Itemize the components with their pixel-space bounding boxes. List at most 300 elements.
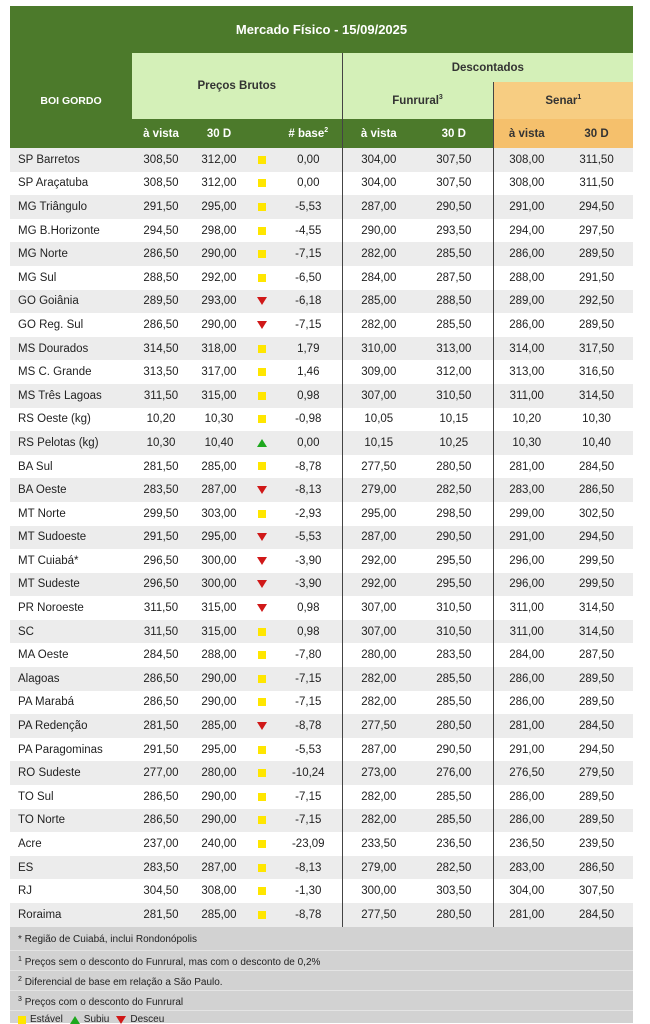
price-30d: 290,00 bbox=[190, 691, 248, 715]
base-diff: 0,00 bbox=[275, 431, 342, 455]
base-diff: -7,15 bbox=[275, 313, 342, 337]
funrural-30d: 290,50 bbox=[415, 195, 493, 219]
page-title: Mercado Físico - 15/09/2025 bbox=[10, 6, 633, 53]
senar-a-vista: 281,00 bbox=[493, 903, 560, 927]
footnotes bbox=[10, 927, 633, 1023]
trend-indicator bbox=[248, 879, 275, 903]
senar-a-vista: 313,00 bbox=[493, 360, 560, 384]
price-30d: 308,00 bbox=[190, 879, 248, 903]
senar-a-vista: 311,00 bbox=[493, 384, 560, 408]
table-row bbox=[10, 691, 633, 715]
trend-indicator bbox=[248, 596, 275, 620]
col-funrural-a-vista: à vista bbox=[342, 119, 415, 148]
base-diff: -7,15 bbox=[275, 785, 342, 809]
trend-indicator bbox=[248, 313, 275, 337]
region-name: MT Cuiabá* bbox=[10, 549, 132, 573]
price-30d: 315,00 bbox=[190, 620, 248, 644]
price-a-vista: 314,50 bbox=[132, 337, 190, 361]
price-table bbox=[10, 53, 633, 927]
table-row bbox=[10, 172, 633, 196]
price-30d: 288,00 bbox=[190, 643, 248, 667]
price-30d: 290,00 bbox=[190, 785, 248, 809]
down-triangle-icon bbox=[257, 533, 267, 541]
table-row bbox=[10, 384, 633, 408]
funrural-header: Funrural$^3$ bbox=[342, 82, 493, 119]
down-triangle-icon bbox=[257, 321, 267, 329]
senar-a-vista: 308,00 bbox=[493, 148, 560, 172]
price-30d: 290,00 bbox=[190, 667, 248, 691]
funrural-a-vista: 282,00 bbox=[342, 691, 415, 715]
senar-a-vista: 289,00 bbox=[493, 290, 560, 314]
table-row bbox=[10, 148, 633, 172]
base-diff: -8,78 bbox=[275, 903, 342, 927]
price-a-vista: 291,50 bbox=[132, 526, 190, 550]
legend-stable: Estável bbox=[18, 1012, 63, 1024]
senar-a-vista: 288,00 bbox=[493, 266, 560, 290]
down-triangle-icon bbox=[257, 722, 267, 730]
price-a-vista: 291,50 bbox=[132, 195, 190, 219]
funrural-a-vista: 292,00 bbox=[342, 573, 415, 597]
senar-a-vista: 304,00 bbox=[493, 879, 560, 903]
funrural-a-vista: 282,00 bbox=[342, 809, 415, 833]
stable-square-icon bbox=[258, 746, 266, 754]
region-name: RJ bbox=[10, 879, 132, 903]
base-diff: -7,15 bbox=[275, 691, 342, 715]
base-diff: -0,98 bbox=[275, 408, 342, 432]
price-a-vista: 286,50 bbox=[132, 785, 190, 809]
senar-30d: 289,50 bbox=[560, 785, 633, 809]
price-a-vista: 277,00 bbox=[132, 761, 190, 785]
funrural-30d: 307,50 bbox=[415, 172, 493, 196]
funrural-a-vista: 295,00 bbox=[342, 502, 415, 526]
base-diff: -2,93 bbox=[275, 502, 342, 526]
price-30d: 287,00 bbox=[190, 478, 248, 502]
funrural-30d: 288,50 bbox=[415, 290, 493, 314]
senar-a-vista: 291,00 bbox=[493, 195, 560, 219]
trend-indicator bbox=[248, 809, 275, 833]
senar-30d: 299,50 bbox=[560, 549, 633, 573]
stable-square-icon bbox=[258, 911, 266, 919]
trend-indicator bbox=[248, 148, 275, 172]
funrural-30d: 313,00 bbox=[415, 337, 493, 361]
table-row bbox=[10, 620, 633, 644]
funrural-a-vista: 287,00 bbox=[342, 195, 415, 219]
col-senar-a-vista: à vista bbox=[493, 119, 560, 148]
note-3: $^3$ Preços com o desconto do Funrural bbox=[10, 991, 633, 1011]
region-name: BA Sul bbox=[10, 455, 132, 479]
down-triangle-icon bbox=[257, 557, 267, 565]
price-a-vista: 281,50 bbox=[132, 714, 190, 738]
senar-30d: 239,50 bbox=[560, 832, 633, 856]
senar-a-vista: 286,00 bbox=[493, 691, 560, 715]
price-a-vista: 237,00 bbox=[132, 832, 190, 856]
down-triangle-icon bbox=[257, 580, 267, 588]
note-1: $^1$ Preços sem o desconto do Funrural, mas com o desconto de 0,2% bbox=[10, 951, 633, 971]
base-diff: -5,53 bbox=[275, 526, 342, 550]
base-diff: -8,13 bbox=[275, 478, 342, 502]
funrural-a-vista: 300,00 bbox=[342, 879, 415, 903]
funrural-30d: 312,00 bbox=[415, 360, 493, 384]
price-a-vista: 281,50 bbox=[132, 455, 190, 479]
price-30d: 300,00 bbox=[190, 573, 248, 597]
funrural-30d: 280,50 bbox=[415, 714, 493, 738]
region-name: MG Triângulo bbox=[10, 195, 132, 219]
base-diff: -8,78 bbox=[275, 455, 342, 479]
funrural-30d: 285,50 bbox=[415, 809, 493, 833]
region-name: PA Marabá bbox=[10, 691, 132, 715]
price-30d: 285,00 bbox=[190, 714, 248, 738]
stable-square-icon bbox=[258, 864, 266, 872]
funrural-a-vista: 292,00 bbox=[342, 549, 415, 573]
senar-30d: 294,50 bbox=[560, 195, 633, 219]
price-a-vista: 311,50 bbox=[132, 620, 190, 644]
price-30d: 303,00 bbox=[190, 502, 248, 526]
funrural-30d: 290,50 bbox=[415, 738, 493, 762]
price-30d: 287,00 bbox=[190, 856, 248, 880]
funrural-30d: 285,50 bbox=[415, 313, 493, 337]
funrural-a-vista: 282,00 bbox=[342, 242, 415, 266]
price-a-vista: 296,50 bbox=[132, 573, 190, 597]
stable-square-icon bbox=[258, 227, 266, 235]
funrural-30d: 280,50 bbox=[415, 455, 493, 479]
funrural-a-vista: 282,00 bbox=[342, 667, 415, 691]
funrural-a-vista: 307,00 bbox=[342, 384, 415, 408]
stable-square-icon bbox=[258, 345, 266, 353]
senar-a-vista: 281,00 bbox=[493, 455, 560, 479]
table-row bbox=[10, 526, 633, 550]
price-30d: 317,00 bbox=[190, 360, 248, 384]
price-a-vista: 308,50 bbox=[132, 148, 190, 172]
price-30d: 318,00 bbox=[190, 337, 248, 361]
senar-a-vista: 10,30 bbox=[493, 431, 560, 455]
base-diff: -6,50 bbox=[275, 266, 342, 290]
table-row bbox=[10, 266, 633, 290]
price-a-vista: 311,50 bbox=[132, 384, 190, 408]
stable-square-icon bbox=[258, 840, 266, 848]
price-30d: 295,00 bbox=[190, 526, 248, 550]
precos-brutos-header: Preços Brutos bbox=[132, 53, 342, 119]
senar-a-vista: 281,00 bbox=[493, 714, 560, 738]
funrural-30d: 298,50 bbox=[415, 502, 493, 526]
table-row bbox=[10, 360, 633, 384]
price-30d: 312,00 bbox=[190, 172, 248, 196]
funrural-a-vista: 287,00 bbox=[342, 526, 415, 550]
region-name: PA Paragominas bbox=[10, 738, 132, 762]
market-panel bbox=[10, 6, 633, 1024]
price-30d: 300,00 bbox=[190, 549, 248, 573]
table-row bbox=[10, 478, 633, 502]
price-a-vista: 289,50 bbox=[132, 290, 190, 314]
senar-30d: 302,50 bbox=[560, 502, 633, 526]
senar-30d: 289,50 bbox=[560, 809, 633, 833]
trend-indicator bbox=[248, 266, 275, 290]
price-a-vista: 286,50 bbox=[132, 809, 190, 833]
region-name: Alagoas bbox=[10, 667, 132, 691]
funrural-a-vista: 233,50 bbox=[342, 832, 415, 856]
table-row bbox=[10, 549, 633, 573]
senar-30d: 314,50 bbox=[560, 596, 633, 620]
region-name: Acre bbox=[10, 832, 132, 856]
price-a-vista: 294,50 bbox=[132, 219, 190, 243]
col-indicator bbox=[248, 119, 275, 148]
price-a-vista: 286,50 bbox=[132, 691, 190, 715]
senar-a-vista: 10,20 bbox=[493, 408, 560, 432]
price-a-vista: 291,50 bbox=[132, 738, 190, 762]
price-30d: 285,00 bbox=[190, 903, 248, 927]
senar-30d: 286,50 bbox=[560, 478, 633, 502]
stable-square-icon bbox=[258, 769, 266, 777]
trend-indicator bbox=[248, 903, 275, 927]
trend-indicator bbox=[248, 738, 275, 762]
stable-square-icon bbox=[258, 203, 266, 211]
table-row bbox=[10, 290, 633, 314]
funrural-30d: 236,50 bbox=[415, 832, 493, 856]
senar-a-vista: 286,00 bbox=[493, 809, 560, 833]
funrural-30d: 282,50 bbox=[415, 478, 493, 502]
base-diff: 0,00 bbox=[275, 148, 342, 172]
senar-30d: 317,50 bbox=[560, 337, 633, 361]
table-row bbox=[10, 337, 633, 361]
trend-indicator bbox=[248, 714, 275, 738]
senar-30d: 284,50 bbox=[560, 714, 633, 738]
base-diff: -3,90 bbox=[275, 549, 342, 573]
price-30d: 290,00 bbox=[190, 809, 248, 833]
trend-indicator bbox=[248, 549, 275, 573]
trend-indicator bbox=[248, 691, 275, 715]
trend-indicator bbox=[248, 242, 275, 266]
senar-a-vista: 286,00 bbox=[493, 313, 560, 337]
base-diff: 0,98 bbox=[275, 596, 342, 620]
price-30d: 290,00 bbox=[190, 242, 248, 266]
stable-square-icon bbox=[258, 392, 266, 400]
price-30d: 10,40 bbox=[190, 431, 248, 455]
base-diff: -8,78 bbox=[275, 714, 342, 738]
senar-30d: 314,50 bbox=[560, 620, 633, 644]
trend-indicator bbox=[248, 384, 275, 408]
trend-indicator bbox=[248, 455, 275, 479]
table-row bbox=[10, 596, 633, 620]
price-30d: 292,00 bbox=[190, 266, 248, 290]
trend-indicator bbox=[248, 785, 275, 809]
table-row bbox=[10, 219, 633, 243]
table-row bbox=[10, 738, 633, 762]
price-30d: 312,00 bbox=[190, 148, 248, 172]
table-row bbox=[10, 242, 633, 266]
trend-indicator bbox=[248, 337, 275, 361]
funrural-a-vista: 285,00 bbox=[342, 290, 415, 314]
funrural-30d: 310,50 bbox=[415, 620, 493, 644]
trend-indicator bbox=[248, 856, 275, 880]
stable-square-icon bbox=[18, 1016, 26, 1024]
senar-30d: 294,50 bbox=[560, 526, 633, 550]
senar-a-vista: 296,00 bbox=[493, 573, 560, 597]
table-row bbox=[10, 408, 633, 432]
base-diff: 0,98 bbox=[275, 620, 342, 644]
base-diff: 0,00 bbox=[275, 172, 342, 196]
table-row bbox=[10, 761, 633, 785]
region-name: TO Sul bbox=[10, 785, 132, 809]
funrural-30d: 282,50 bbox=[415, 856, 493, 880]
table-row bbox=[10, 502, 633, 526]
trend-indicator bbox=[248, 219, 275, 243]
region-name: MS Três Lagoas bbox=[10, 384, 132, 408]
trend-indicator bbox=[248, 360, 275, 384]
col-base: # base$^2$ bbox=[275, 119, 342, 148]
col-a-vista: à vista bbox=[132, 119, 190, 148]
price-a-vista: 308,50 bbox=[132, 172, 190, 196]
trend-indicator bbox=[248, 290, 275, 314]
note-2: $^2$ Diferencial de base em relação a São Paulo. bbox=[10, 971, 633, 991]
price-a-vista: 10,30 bbox=[132, 431, 190, 455]
trend-indicator bbox=[248, 526, 275, 550]
funrural-30d: 276,00 bbox=[415, 761, 493, 785]
price-a-vista: 304,50 bbox=[132, 879, 190, 903]
funrural-30d: 310,50 bbox=[415, 384, 493, 408]
region-name: RO Sudeste bbox=[10, 761, 132, 785]
funrural-a-vista: 273,00 bbox=[342, 761, 415, 785]
price-30d: 298,00 bbox=[190, 219, 248, 243]
funrural-a-vista: 290,00 bbox=[342, 219, 415, 243]
senar-30d: 307,50 bbox=[560, 879, 633, 903]
funrural-30d: 285,50 bbox=[415, 242, 493, 266]
table-row bbox=[10, 573, 633, 597]
table-row bbox=[10, 455, 633, 479]
senar-30d: 289,50 bbox=[560, 691, 633, 715]
stable-square-icon bbox=[258, 462, 266, 470]
senar-30d: 311,50 bbox=[560, 172, 633, 196]
senar-30d: 284,50 bbox=[560, 455, 633, 479]
senar-30d: 279,50 bbox=[560, 761, 633, 785]
funrural-30d: 285,50 bbox=[415, 691, 493, 715]
trend-indicator bbox=[248, 408, 275, 432]
senar-a-vista: 299,00 bbox=[493, 502, 560, 526]
region-name: PA Redenção bbox=[10, 714, 132, 738]
trend-indicator bbox=[248, 761, 275, 785]
trend-indicator bbox=[248, 172, 275, 196]
table-row bbox=[10, 431, 633, 455]
region-name: SC bbox=[10, 620, 132, 644]
funrural-a-vista: 310,00 bbox=[342, 337, 415, 361]
legend-up: Subiu bbox=[70, 1012, 110, 1024]
senar-30d: 289,50 bbox=[560, 667, 633, 691]
funrural-a-vista: 307,00 bbox=[342, 596, 415, 620]
price-a-vista: 284,50 bbox=[132, 643, 190, 667]
down-triangle-icon bbox=[257, 604, 267, 612]
region-name: MA Oeste bbox=[10, 643, 132, 667]
stable-square-icon bbox=[258, 415, 266, 423]
stable-square-icon bbox=[258, 274, 266, 282]
senar-30d: 284,50 bbox=[560, 903, 633, 927]
stable-square-icon bbox=[258, 250, 266, 258]
base-diff: -10,24 bbox=[275, 761, 342, 785]
trend-indicator bbox=[248, 478, 275, 502]
region-name: PR Noroeste bbox=[10, 596, 132, 620]
funrural-30d: 10,15 bbox=[415, 408, 493, 432]
price-30d: 295,00 bbox=[190, 738, 248, 762]
senar-30d: 316,50 bbox=[560, 360, 633, 384]
base-diff: 0,98 bbox=[275, 384, 342, 408]
base-diff: -7,15 bbox=[275, 242, 342, 266]
stable-square-icon bbox=[258, 510, 266, 518]
funrural-a-vista: 277,50 bbox=[342, 455, 415, 479]
region-name: MG Sul bbox=[10, 266, 132, 290]
senar-30d: 10,30 bbox=[560, 408, 633, 432]
funrural-30d: 295,50 bbox=[415, 573, 493, 597]
region-name: MT Norte bbox=[10, 502, 132, 526]
region-name: SP Barretos bbox=[10, 148, 132, 172]
col-30d: 30 D bbox=[190, 119, 248, 148]
senar-30d: 294,50 bbox=[560, 738, 633, 762]
region-name: SP Araçatuba bbox=[10, 172, 132, 196]
price-a-vista: 296,50 bbox=[132, 549, 190, 573]
base-diff: -5,53 bbox=[275, 738, 342, 762]
senar-a-vista: 283,00 bbox=[493, 478, 560, 502]
table-row bbox=[10, 903, 633, 927]
stable-square-icon bbox=[258, 816, 266, 824]
price-30d: 240,00 bbox=[190, 832, 248, 856]
base-diff: -8,13 bbox=[275, 856, 342, 880]
base-diff: -7,15 bbox=[275, 667, 342, 691]
base-diff: -6,18 bbox=[275, 290, 342, 314]
table-row bbox=[10, 879, 633, 903]
price-a-vista: 283,50 bbox=[132, 478, 190, 502]
funrural-a-vista: 279,00 bbox=[342, 478, 415, 502]
region-name: GO Goiânia bbox=[10, 290, 132, 314]
funrural-a-vista: 10,15 bbox=[342, 431, 415, 455]
trend-indicator bbox=[248, 643, 275, 667]
down-triangle-icon bbox=[257, 297, 267, 305]
table-row bbox=[10, 643, 633, 667]
col-senar-30d: 30 D bbox=[560, 119, 633, 148]
descontados-header: Descontados bbox=[342, 53, 633, 82]
senar-30d: 311,50 bbox=[560, 148, 633, 172]
region-name: TO Norte bbox=[10, 809, 132, 833]
senar-30d: 286,50 bbox=[560, 856, 633, 880]
region-name: MG Norte bbox=[10, 242, 132, 266]
funrural-a-vista: 284,00 bbox=[342, 266, 415, 290]
up-triangle-icon bbox=[70, 1016, 80, 1024]
senar-a-vista: 291,00 bbox=[493, 738, 560, 762]
base-diff: -4,55 bbox=[275, 219, 342, 243]
funrural-30d: 283,50 bbox=[415, 643, 493, 667]
funrural-a-vista: 282,00 bbox=[342, 313, 415, 337]
region-name: ES bbox=[10, 856, 132, 880]
price-a-vista: 286,50 bbox=[132, 242, 190, 266]
senar-a-vista: 283,00 bbox=[493, 856, 560, 880]
price-30d: 315,00 bbox=[190, 596, 248, 620]
senar-header: Senar$^1$ bbox=[493, 82, 633, 119]
down-triangle-icon bbox=[116, 1016, 126, 1024]
stable-square-icon bbox=[258, 698, 266, 706]
senar-30d: 289,50 bbox=[560, 313, 633, 337]
price-a-vista: 311,50 bbox=[132, 596, 190, 620]
base-diff: -7,80 bbox=[275, 643, 342, 667]
region-name: MS Dourados bbox=[10, 337, 132, 361]
funrural-a-vista: 280,00 bbox=[342, 643, 415, 667]
base-diff: 1,46 bbox=[275, 360, 342, 384]
senar-30d: 299,50 bbox=[560, 573, 633, 597]
up-triangle-icon bbox=[257, 439, 267, 447]
boi-gordo-header: BOI GORDO bbox=[10, 53, 132, 148]
funrural-30d: 293,50 bbox=[415, 219, 493, 243]
funrural-30d: 287,50 bbox=[415, 266, 493, 290]
funrural-a-vista: 279,00 bbox=[342, 856, 415, 880]
down-triangle-icon bbox=[257, 486, 267, 494]
trend-indicator bbox=[248, 573, 275, 597]
funrural-30d: 295,50 bbox=[415, 549, 493, 573]
senar-a-vista: 311,00 bbox=[493, 596, 560, 620]
base-diff: -23,09 bbox=[275, 832, 342, 856]
